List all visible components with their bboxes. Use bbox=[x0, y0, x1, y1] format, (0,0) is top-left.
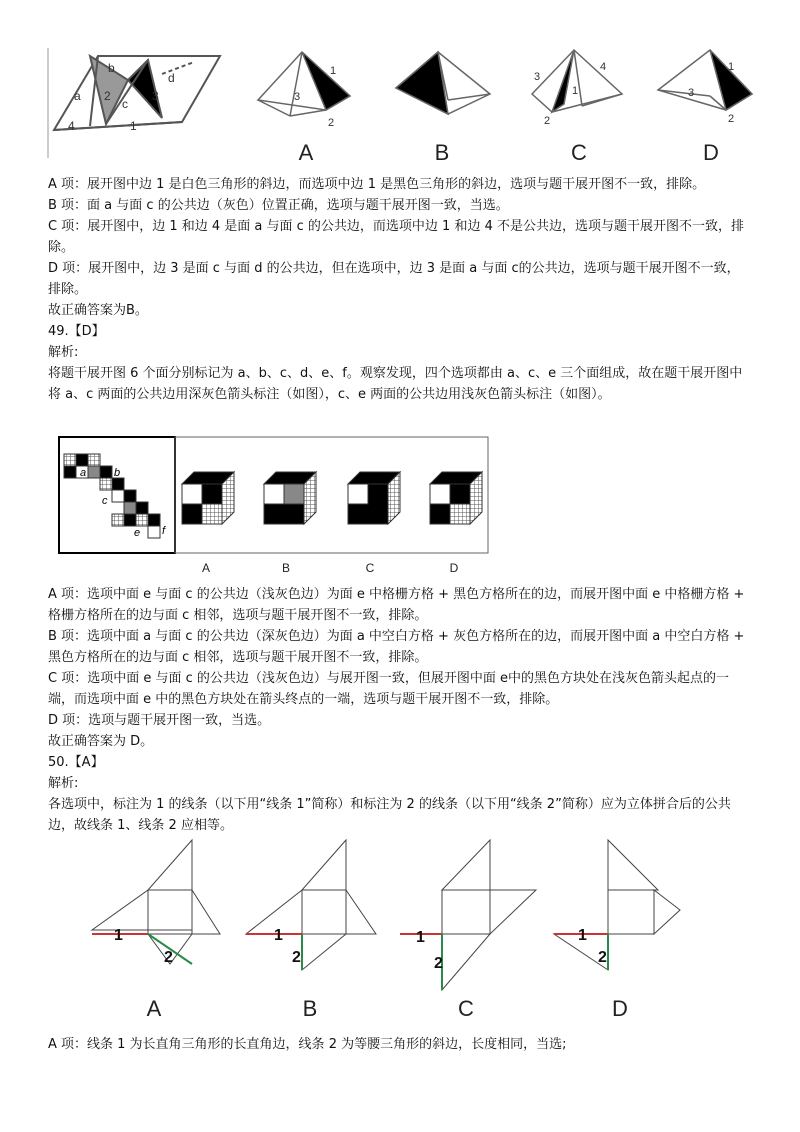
lines-option-a bbox=[92, 840, 220, 964]
fig2-label-d: D bbox=[449, 561, 459, 575]
q50-title: 50.【A】 bbox=[48, 755, 104, 770]
svg-text:a: a bbox=[352, 489, 359, 501]
lines-option-c bbox=[400, 840, 536, 990]
cube-net-figure bbox=[58, 436, 490, 576]
q49-answer: 故正确答案为 D。 bbox=[48, 734, 154, 749]
q49-explanation bbox=[48, 584, 752, 836]
q48-explanation bbox=[48, 174, 752, 405]
cube-net-mark-e: e bbox=[134, 527, 141, 539]
q49-line-c: C 项：选项中面 e 与面 c 的公共边（浅灰色边）与展开图一致，但展开图中面 e中的黑色方块处在浅灰色箭头起点的一端，而选项中面 e 中的黑色方块处在箭头终点的一端，选项与题干展开图不一致，排除。 bbox=[48, 671, 730, 707]
cube-net bbox=[64, 454, 160, 538]
cube-net-mark-b: b bbox=[114, 467, 121, 479]
fig1-label-c: C bbox=[571, 140, 587, 164]
cube-net-mark-c: c bbox=[102, 495, 108, 507]
svg-text:4: 4 bbox=[600, 61, 607, 73]
q48-answer: 故正确答案为B。 bbox=[48, 303, 148, 318]
cube-net-mark-d: d bbox=[128, 491, 135, 503]
line-mark-2-a: 2 bbox=[164, 949, 173, 966]
svg-text:a: a bbox=[186, 489, 193, 501]
cube-net-mark-a: a bbox=[80, 467, 87, 479]
net-mark-d: d bbox=[168, 71, 175, 85]
svg-text:3: 3 bbox=[294, 91, 301, 103]
fig3-label-d: D bbox=[612, 996, 628, 1021]
q49-line-d: D 项：选项与题干展开图一致，当选。 bbox=[48, 713, 271, 728]
q48-line-d: D 项：展开图中，边 3 是面 c 与面 d 的公共边，但在选项中，边 3 是面 a 与面 c的公共边，选项与题干展开图不一致，排除。 bbox=[48, 261, 740, 297]
fig3-label-a: A bbox=[146, 996, 162, 1021]
fig1-label-a: A bbox=[298, 140, 314, 164]
svg-text:3: 3 bbox=[534, 71, 541, 83]
fig3-label-b: B bbox=[302, 996, 318, 1021]
lines-option-d bbox=[554, 840, 680, 970]
pyramid-net-figure bbox=[44, 44, 764, 164]
svg-text:2: 2 bbox=[728, 113, 735, 125]
q50-explanation bbox=[48, 1034, 752, 1055]
net-mark-a: a bbox=[74, 89, 81, 103]
q49-title: 49.【D】 bbox=[48, 324, 105, 339]
svg-text:a: a bbox=[268, 489, 275, 501]
svg-text:2: 2 bbox=[328, 117, 335, 129]
svg-text:2: 2 bbox=[544, 115, 551, 127]
option-c-pyramid bbox=[532, 50, 622, 112]
option-b-pyramid bbox=[396, 52, 490, 114]
line-mark-1-d: 1 bbox=[578, 927, 587, 944]
svg-text:1: 1 bbox=[728, 61, 735, 73]
line-mark-2-b: 2 bbox=[292, 949, 301, 966]
svg-text:1: 1 bbox=[572, 85, 579, 97]
lines-figure bbox=[80, 830, 700, 1030]
line-mark-1-b: 1 bbox=[274, 927, 283, 944]
net-mark-b: b bbox=[108, 61, 115, 75]
q48-line-b: B 项：面 a 与面 c 的公共边（灰色）位置正确，选项与题干展开图一致，当选。 bbox=[48, 198, 509, 213]
line-mark-1-c: 1 bbox=[416, 929, 425, 946]
net-mark-2: 2 bbox=[104, 89, 111, 103]
fig1-label-b: B bbox=[434, 140, 450, 164]
cube-net-mark-f: f bbox=[162, 525, 166, 537]
option-a-pyramid bbox=[258, 52, 350, 116]
cube-option-d bbox=[430, 472, 482, 524]
line-mark-2-d: 2 bbox=[598, 949, 607, 966]
net-mark-3: 3 bbox=[152, 89, 159, 103]
lines-option-b bbox=[246, 840, 376, 970]
fig1-label-d: D bbox=[703, 140, 719, 164]
q49-analysis-label: 解析: bbox=[48, 345, 79, 360]
q49-line-b: B 项：选项中面 a 与面 c 的公共边（深灰色边）为面 a 中空白方格 + 灰色方格所在的边，而展开图中面 a 中空白方格 + 黑色方格所在的边与面 c 相邻，选项与题干展开图不一致，排除。 bbox=[48, 629, 745, 665]
svg-text:3: 3 bbox=[688, 87, 695, 99]
fig2-label-b: B bbox=[281, 561, 291, 575]
option-d-pyramid bbox=[658, 50, 752, 110]
net-mark-1: 1 bbox=[130, 119, 137, 133]
q49-intro: 将题干展开图 6 个面分别标记为 a、b、c、d、e、f。观察发现，四个选项都由 a、c、e 三个面组成，故在题干展开图中将 a、c 两面的公共边用深灰色箭头标注（如图），c、e 两面的公共边用浅灰色箭头标注（如图）。 bbox=[48, 366, 743, 402]
q50-line-a: A 项：线条 1 为长直角三角形的长直角边，线条 2 为等腰三角形的斜边，长度相同，当选; bbox=[48, 1037, 567, 1052]
fig3-label-c: C bbox=[458, 996, 474, 1021]
net-mark-4: 4 bbox=[68, 119, 75, 133]
q49-line-a: A 项：选项中面 e 与面 c 的公共边（浅灰色边）为面 e 中格栅方格 + 黑色方格所在的边，而展开图中面 e 中格栅方格 + 格栅方格所在的边与面 c 相邻，选项与题干展开图不一致，排除。 bbox=[48, 587, 745, 623]
q50-analysis-label: 解析: bbox=[48, 776, 79, 791]
net-mark-c: c bbox=[122, 97, 128, 111]
q48-line-a: A 项：展开图中边 1 是白色三角形的斜边，而选项中边 1 是黑色三角形的斜边，选项与题干展开图不一致，排除。 bbox=[48, 177, 706, 192]
svg-text:1: 1 bbox=[330, 65, 337, 77]
fig2-label-c: C bbox=[365, 561, 375, 575]
line-mark-1-a: 1 bbox=[114, 927, 123, 944]
q48-line-c: C 项：展开图中，边 1 和边 4 是面 a 与面 c 的公共边，而选项中边 1 和边 4 不是公共边，选项与题干展开图不一致，排除。 bbox=[48, 219, 744, 255]
q50-intro: 各选项中，标注为 1 的线条（以下用“线条 1”简称）和标注为 2 的线条（以下用“线条 2”简称）应为立体拼合后的公共边，故线条 1、线条 2 应相等。 bbox=[48, 797, 731, 833]
line-mark-2-c: 2 bbox=[434, 955, 443, 972]
fig2-label-a: A bbox=[201, 561, 211, 575]
